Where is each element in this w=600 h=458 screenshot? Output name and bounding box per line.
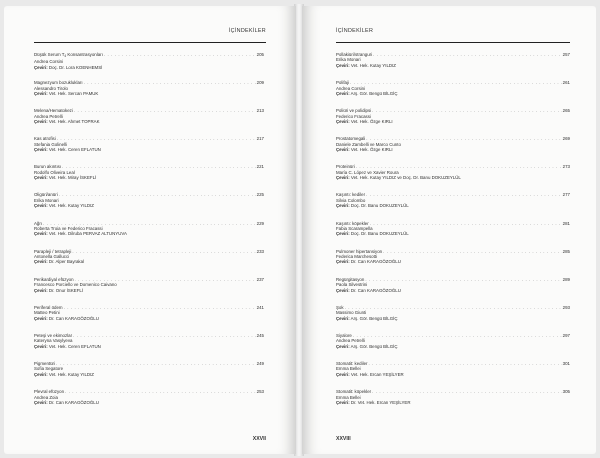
translator-name: Vet. Hek. Dilruba PERVAZ ALTUNYUVA [48, 231, 127, 237]
toc-list [34, 52, 264, 417]
translator-name: Dr. Vet. Hek. Ercan YEŞİLYER [350, 399, 411, 405]
toc-title-line [336, 164, 570, 169]
translator-name: Doç. Dr. Banu DOKUZEYLÜL [350, 203, 409, 209]
dot-leader [366, 136, 561, 141]
chapter-title: Plevral efüzyon [34, 389, 65, 395]
toc-title-line [34, 389, 264, 394]
dot-leader [72, 249, 255, 254]
chapter-author: Stefania Golinelli [34, 141, 67, 147]
dot-leader [353, 333, 562, 338]
toc-title-line [34, 192, 264, 197]
dot-leader [372, 389, 562, 394]
toc-entry[interactable] [34, 277, 264, 305]
chapter-title: Şok [336, 304, 344, 310]
dot-leader [65, 389, 256, 394]
translator-line [34, 65, 264, 70]
translator-label: Çeviri: [34, 315, 48, 321]
chapter-page-number: 297 [562, 332, 570, 338]
running-header: İÇİNDEKİLER [336, 28, 374, 34]
translator-line [34, 400, 264, 405]
chapter-page-number: 281 [562, 220, 570, 226]
translator-label: Çeviri: [336, 119, 350, 124]
translator-name: Doç. Dr. Lora KOENHEMSİ [48, 64, 103, 70]
chapter-title: Kaşıntı: köpekler [336, 220, 369, 226]
translator-line [34, 259, 264, 264]
chapter-title: Regürgitasyon [336, 276, 365, 282]
toc-entry[interactable] [336, 249, 570, 277]
translator-line [336, 147, 570, 152]
translator-line [34, 288, 264, 293]
chapter-title: Stomatit: kediler [336, 361, 368, 367]
chapter-title: Kaşıntı: kediler [336, 192, 366, 198]
translator-name: Vet. Hek. Ercan YEŞİLYER [350, 371, 404, 377]
translator-line [336, 91, 570, 96]
toc-title-line [336, 136, 570, 141]
chapter-author: Erika Monari [34, 197, 59, 203]
running-header: İÇİNDEKİLER [228, 28, 266, 34]
chapter-author: Andrea Petrelli [34, 113, 63, 119]
toc-entry[interactable] [336, 221, 570, 249]
chapter-page-number: 241 [256, 304, 264, 310]
toc-entry[interactable] [336, 305, 570, 333]
toc-title-line [336, 389, 570, 394]
translator-line [336, 400, 570, 405]
dot-leader [84, 80, 256, 85]
translator-label: Çeviri: [34, 287, 48, 293]
chapter-title: Oligüri/anüri [34, 192, 58, 198]
translator-label: Çeviri: [34, 64, 48, 70]
chapter-title: Periferal ödem [34, 304, 63, 310]
toc-entry[interactable] [34, 80, 264, 108]
dot-leader [56, 361, 256, 366]
toc-entry[interactable] [336, 136, 570, 164]
translator-label: Çeviri: [34, 231, 48, 237]
translator-name: Vet. Hek. Kutay YILDIZ [48, 371, 94, 377]
chapter-page-number: 269 [562, 136, 570, 142]
translator-label: Çeviri: [34, 399, 48, 405]
chapter-page-number: 253 [256, 389, 264, 395]
translator-line [336, 372, 570, 377]
chapter-title: Stomatit: köpekler [336, 389, 372, 395]
translator-label: Çeviri: [336, 175, 350, 181]
translator-label: Çeviri: [336, 315, 350, 321]
chapter-title: Ağrı [34, 220, 43, 226]
chapter-page-number: 261 [562, 80, 570, 86]
toc-entry[interactable] [336, 52, 570, 80]
toc-title-line [336, 80, 570, 85]
chapter-page-number: 293 [562, 304, 570, 310]
chapter-title: Parapleji / tetrapleji [34, 248, 72, 254]
toc-title-line [34, 52, 264, 59]
translator-name: Dr. Alper Bayrakal [48, 259, 85, 265]
toc-title-line [336, 108, 570, 113]
translator-name: Dr. Can KARAGÖZOĞLU [48, 315, 99, 321]
toc-title-line [34, 80, 264, 85]
toc-title-line [336, 333, 570, 338]
translator-name: Vet. Hek. Kutay YILDIZ [48, 203, 94, 209]
chapter-page-number: 277 [562, 192, 570, 198]
toc-entry[interactable] [34, 108, 264, 136]
chapter-author: Andrea Zoia [34, 394, 58, 400]
translator-label: Çeviri: [34, 90, 48, 96]
chapter-page-number: 257 [562, 52, 570, 57]
translator-line [336, 231, 570, 236]
translator-name: Dr. Onur İSKEFLİ [48, 287, 84, 293]
translator-name: Vet. Hek. Ceren EFLATUN [48, 343, 101, 349]
translator-line [34, 203, 264, 208]
translator-label: Çeviri: [336, 147, 350, 153]
chapter-title: Poliüri ve polidipsi [336, 108, 372, 114]
chapter-author: Federica Marchesotti [336, 254, 377, 260]
translator-line [336, 63, 570, 68]
translator-line [336, 259, 570, 264]
translator-name: Arş. Gör. Bengü BİLGİÇ [350, 315, 398, 321]
chapter-author: Alessandro Tirolo [34, 85, 68, 91]
translator-line [34, 316, 264, 321]
chapter-title: Prostatomegali [336, 136, 366, 142]
page-number: XXVIII [336, 436, 351, 442]
translator-name: Vet. Hek. Özge KIRLI [350, 119, 393, 124]
dot-leader [73, 333, 256, 338]
dot-leader [372, 108, 562, 113]
chapter-author: Matteo Petini [34, 310, 60, 316]
translator-line [336, 175, 570, 180]
chapter-page-number: 217 [256, 136, 264, 142]
translator-label: Çeviri: [336, 399, 350, 405]
translator-name: Doç. Dr. Banu DOKUZEYLÜL [350, 231, 409, 237]
chapter-title: Perikardiyal efüzyon [34, 276, 74, 282]
translator-label: Çeviri: [34, 259, 48, 265]
dot-leader [104, 52, 256, 57]
translator-name: Dr. Can KARAGÖZOĞLU [48, 399, 99, 405]
chapter-author: Silvia Colombo [336, 197, 366, 203]
chapter-title: Melena/Hematokezi [34, 108, 73, 114]
dot-leader [365, 277, 561, 282]
chapter-author: Andrea Corsini [336, 85, 366, 91]
toc-title-line [336, 277, 570, 282]
toc-entry[interactable] [34, 52, 264, 80]
translator-line [34, 147, 264, 152]
chapter-title: Siyalore [336, 332, 352, 338]
chapter-title: Polifaji [336, 80, 349, 86]
chapter-author: Fabia Scarampella [336, 225, 373, 231]
translator-name: Vet. Hek. Kutay YILDIZ [350, 62, 396, 68]
chapter-page-number: 205 [256, 52, 264, 57]
toc-entry[interactable] [34, 221, 264, 249]
toc-title-line [34, 108, 264, 113]
translator-line [34, 372, 264, 377]
translator-line [336, 344, 570, 349]
chapter-page-number: 301 [562, 361, 570, 367]
translator-line [336, 288, 570, 293]
dot-leader [350, 80, 562, 85]
translator-label: Çeviri: [336, 343, 350, 349]
chapter-page-number: 209 [256, 80, 264, 86]
translator-label: Çeviri: [336, 62, 350, 68]
chapter-title: Pulmoner hipertansiyon [336, 248, 383, 254]
chapter-author: Rodolfo Oliveira Leal [34, 169, 75, 175]
translator-name: Vet. Hek. Ceren EFLATUN [48, 147, 101, 153]
translator-label: Çeviri: [336, 90, 350, 96]
toc-entry[interactable] [336, 389, 570, 417]
dot-leader [59, 192, 256, 197]
toc-entry[interactable] [34, 164, 264, 192]
translator-label: Çeviri: [336, 203, 350, 209]
chapter-page-number: 305 [562, 389, 570, 395]
translator-line [34, 91, 264, 96]
translator-name: Arş. Gör. Bengü BİLGİÇ [350, 90, 398, 96]
toc-title-line [34, 164, 264, 169]
translator-line [336, 119, 570, 124]
chapter-page-number: 225 [256, 192, 264, 198]
dot-leader [366, 192, 562, 197]
dot-leader [368, 361, 561, 366]
toc-entry[interactable] [34, 333, 264, 361]
toc-title-line [34, 136, 264, 141]
translator-line [34, 119, 264, 124]
toc-title-line [336, 305, 570, 310]
toc-entry[interactable] [34, 192, 264, 220]
translator-name: Dr. Can KARAGÖZOĞLU [350, 287, 401, 293]
dot-leader [370, 221, 562, 226]
toc-list [336, 52, 570, 417]
chapter-page-number: 285 [562, 248, 570, 254]
translator-label: Çeviri: [336, 287, 350, 293]
right-page [302, 6, 596, 454]
chapter-author: Francesco Porciello ve Domenico Caivano [34, 282, 117, 288]
translator-line [34, 344, 264, 349]
chapter-author: Paola Silvestrini [336, 282, 368, 288]
toc-title-line [336, 192, 570, 197]
chapter-page-number: 249 [256, 361, 264, 367]
chapter-title: Düşük Serum $T_4$ Konsantrasyonları [34, 52, 103, 58]
translator-label: Çeviri: [336, 231, 350, 237]
translator-line [336, 316, 570, 321]
translator-label: Çeviri: [34, 343, 48, 349]
translator-name: Dr. Can KARAGÖZOĞLU [350, 259, 401, 265]
chapter-author: Daniele Zambelli ve Marco Cunto [336, 141, 401, 147]
translator-name: Vet. Hek. Sercan PAMUK [48, 90, 99, 96]
translator-name: Arş. Gör. Bengü BİLGİÇ [350, 343, 398, 349]
chapter-page-number: 265 [562, 108, 570, 114]
toc-entry[interactable] [34, 305, 264, 333]
chapter-title: Burun akıntısı [34, 164, 62, 170]
toc-entry[interactable] [34, 361, 264, 389]
toc-entry[interactable] [336, 192, 570, 220]
toc-entry[interactable] [336, 277, 570, 305]
chapter-page-number: 273 [562, 164, 570, 170]
chapter-author: María C. López ve Xavier Roura [336, 169, 399, 175]
chapter-page-number: 245 [256, 332, 264, 338]
chapter-author: Emma Bellei [336, 394, 361, 400]
dot-leader [62, 164, 256, 169]
subscript-4: 4 [64, 54, 67, 58]
toc-title-line [336, 52, 570, 57]
chapter-page-number: 213 [256, 108, 264, 114]
translator-label: Çeviri: [336, 371, 350, 377]
toc-entry[interactable] [336, 333, 570, 361]
toc-entry[interactable] [34, 249, 264, 277]
translator-label: Çeviri: [336, 259, 350, 265]
chapter-author: Antonella Gallucci [34, 254, 70, 260]
chapter-author: Federico Fracassi [336, 113, 371, 119]
toc-title-line [34, 361, 264, 366]
header-rule [336, 42, 570, 43]
toc-entry[interactable] [336, 164, 570, 192]
chapter-title: Pollakiüri/stranguri [336, 52, 373, 57]
chapter-title: Peteşi ve ekimozlar [34, 332, 73, 338]
translator-label: Çeviri: [34, 147, 48, 153]
translator-label: Çeviri: [34, 119, 48, 124]
toc-entry[interactable] [34, 389, 264, 417]
dot-leader [74, 108, 256, 113]
translator-line [34, 175, 264, 180]
dot-leader [57, 136, 256, 141]
chapter-author: Emma Bellei [336, 366, 361, 372]
dot-leader [373, 52, 562, 57]
chapter-page-number: 229 [256, 220, 264, 226]
header-rule [34, 42, 266, 43]
page-number: XXVII [252, 436, 266, 442]
dot-leader [383, 249, 562, 254]
chapter-title: Proteinüri [336, 164, 355, 170]
chapter-author: Roberta Troia ve Federico Fracassi [34, 225, 103, 231]
translator-label: Çeviri: [34, 203, 48, 209]
dot-leader [64, 305, 256, 310]
chapter-author: Kateryna Vasylyeva [34, 338, 73, 344]
toc-entry[interactable] [336, 361, 570, 389]
toc-entry[interactable] [336, 80, 570, 108]
chapter-author: Massimo Giunti [336, 310, 367, 316]
chapter-page-number: 221 [256, 164, 264, 170]
chapter-title: Kas atrofisi [34, 136, 56, 142]
translator-label: Çeviri: [34, 371, 48, 377]
chapter-page-number: 237 [256, 276, 264, 282]
translator-name: Vet. Hek. Ahmet TOPRAK [48, 119, 100, 124]
chapter-title: Pigmentüri [34, 361, 55, 367]
dot-leader [356, 164, 562, 169]
chapter-author: Andrea Petrelli [336, 338, 365, 344]
toc-entry[interactable] [336, 108, 570, 136]
chapter-title: Magnezyum bozuklukları [34, 80, 83, 86]
chapter-author: Andrea Corsini [34, 59, 64, 65]
toc-entry[interactable] [34, 136, 264, 164]
translator-line [336, 203, 570, 208]
toc-title-line [336, 361, 570, 366]
translator-label: Çeviri: [34, 175, 48, 181]
translator-line [34, 231, 264, 236]
translator-name: Vet. Hek. Özge KIRLI [350, 147, 393, 153]
left-page [4, 6, 296, 454]
translator-name: Vet. Hek. Miray İSKEFLİ [48, 175, 97, 181]
toc-title-line [34, 305, 264, 310]
dot-leader [345, 305, 562, 310]
translator-name: Vet. Hek. Kutay YILDIZ ve Doç. Dr. Banu DOKUZEYLÜL [350, 175, 461, 181]
chapter-page-number: 233 [256, 248, 264, 254]
chapter-author: Sofia Segatore [34, 366, 64, 372]
chapter-page-number: 289 [562, 276, 570, 282]
chapter-author: Erika Monari [336, 57, 361, 63]
